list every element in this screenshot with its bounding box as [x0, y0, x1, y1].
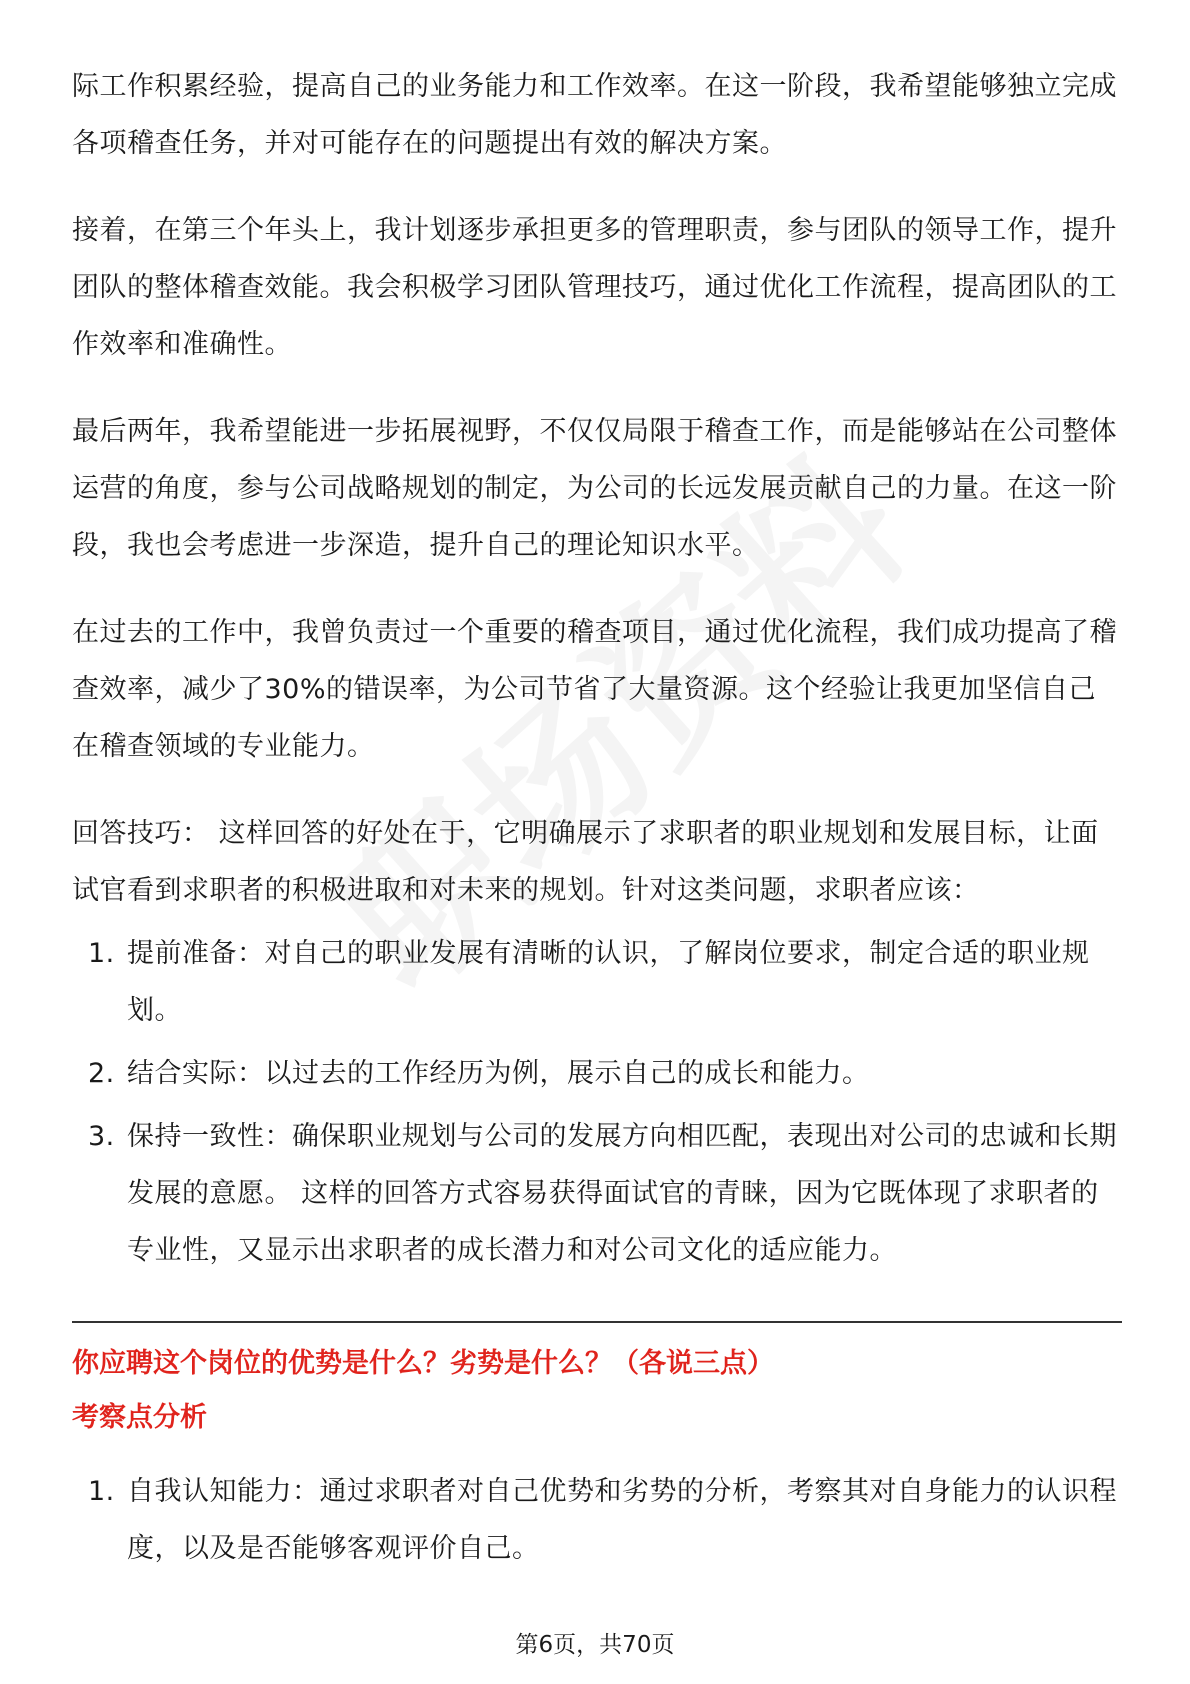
paragraph: 接着，在第三个年头上，我计划逐步承担更多的管理职责，参与团队的领导工作，提升团队的整体稽查效能。我会积极学习团队管理技巧，通过优化工作流程，提高团队的工作效率和准确性。 — [72, 215, 1117, 360]
paragraph: 在过去的工作中，我曾负责过一个重要的稽查项目，通过优化流程，我们成功提高了稽查效率，减少了30%的错误率，为公司节省了大量资源。这个经验让我更加坚信自己在稽查领域的专业能力。 — [72, 617, 1117, 762]
answer-tips-paragraph: 回答技巧： 这样回答的好处在于，它明确展示了求职者的职业规划和发展目标，让面试官看到求职者的积极进取和对未来的规划。针对这类问题，求职者应该： — [72, 818, 1099, 906]
list-item — [72, 1045, 1122, 1102]
list-number: 1. — [88, 1476, 115, 1507]
document-page — [72, 58, 1122, 1583]
page-footer: 第6页，共70页 — [515, 1632, 675, 1658]
list-item — [72, 1463, 1122, 1577]
list-number: 2. — [88, 1058, 115, 1089]
list-item-text: 保持一致性：确保职业规划与公司的发展方向相匹配，表现出对公司的忠诚和长期发展的意愿。 这样的回答方式容易获得面试官的青睐，因为它既体现了求职者的专业性，又显示出求职者的成长潜力和对公司文化的适应能力。 — [127, 1121, 1117, 1266]
paragraph: 际工作积累经验，提高自己的业务能力和工作效率。在这一阶段，我希望能够独立完成各项稽查任务，并对可能存在的问题提出有效的解决方案。 — [72, 71, 1117, 159]
question-title: 你应聘这个岗位的优势是什么？劣势是什么？（各说三点） — [72, 1348, 774, 1379]
analysis-heading: 考察点分析 — [72, 1402, 207, 1433]
section-divider — [72, 1321, 1122, 1323]
paragraph: 最后两年，我希望能进一步拓展视野，不仅仅局限于稽查工作，而是能够站在公司整体运营的角度，参与公司战略规划的制定，为公司的长远发展贡献自己的力量。在这一阶段，我也会考虑进一步深造，提升自己的理论知识水平。 — [72, 416, 1117, 561]
analysis-list — [72, 1463, 1122, 1577]
list-item — [72, 925, 1122, 1039]
list-item-text: 提前准备：对自己的职业发展有清晰的认识，了解岗位要求，制定合适的职业规划。 — [127, 938, 1090, 1026]
list-item-text: 结合实际：以过去的工作经历为例，展示自己的成长和能力。 — [127, 1058, 870, 1089]
list-item-text: 自我认知能力：通过求职者对自己优势和劣势的分析，考察其对自身能力的认识程度，以及是否能够客观评价自己。 — [127, 1476, 1117, 1564]
list-number: 3. — [88, 1121, 115, 1152]
list-item — [72, 1108, 1122, 1279]
tips-list — [72, 925, 1122, 1279]
list-number: 1. — [88, 938, 115, 969]
